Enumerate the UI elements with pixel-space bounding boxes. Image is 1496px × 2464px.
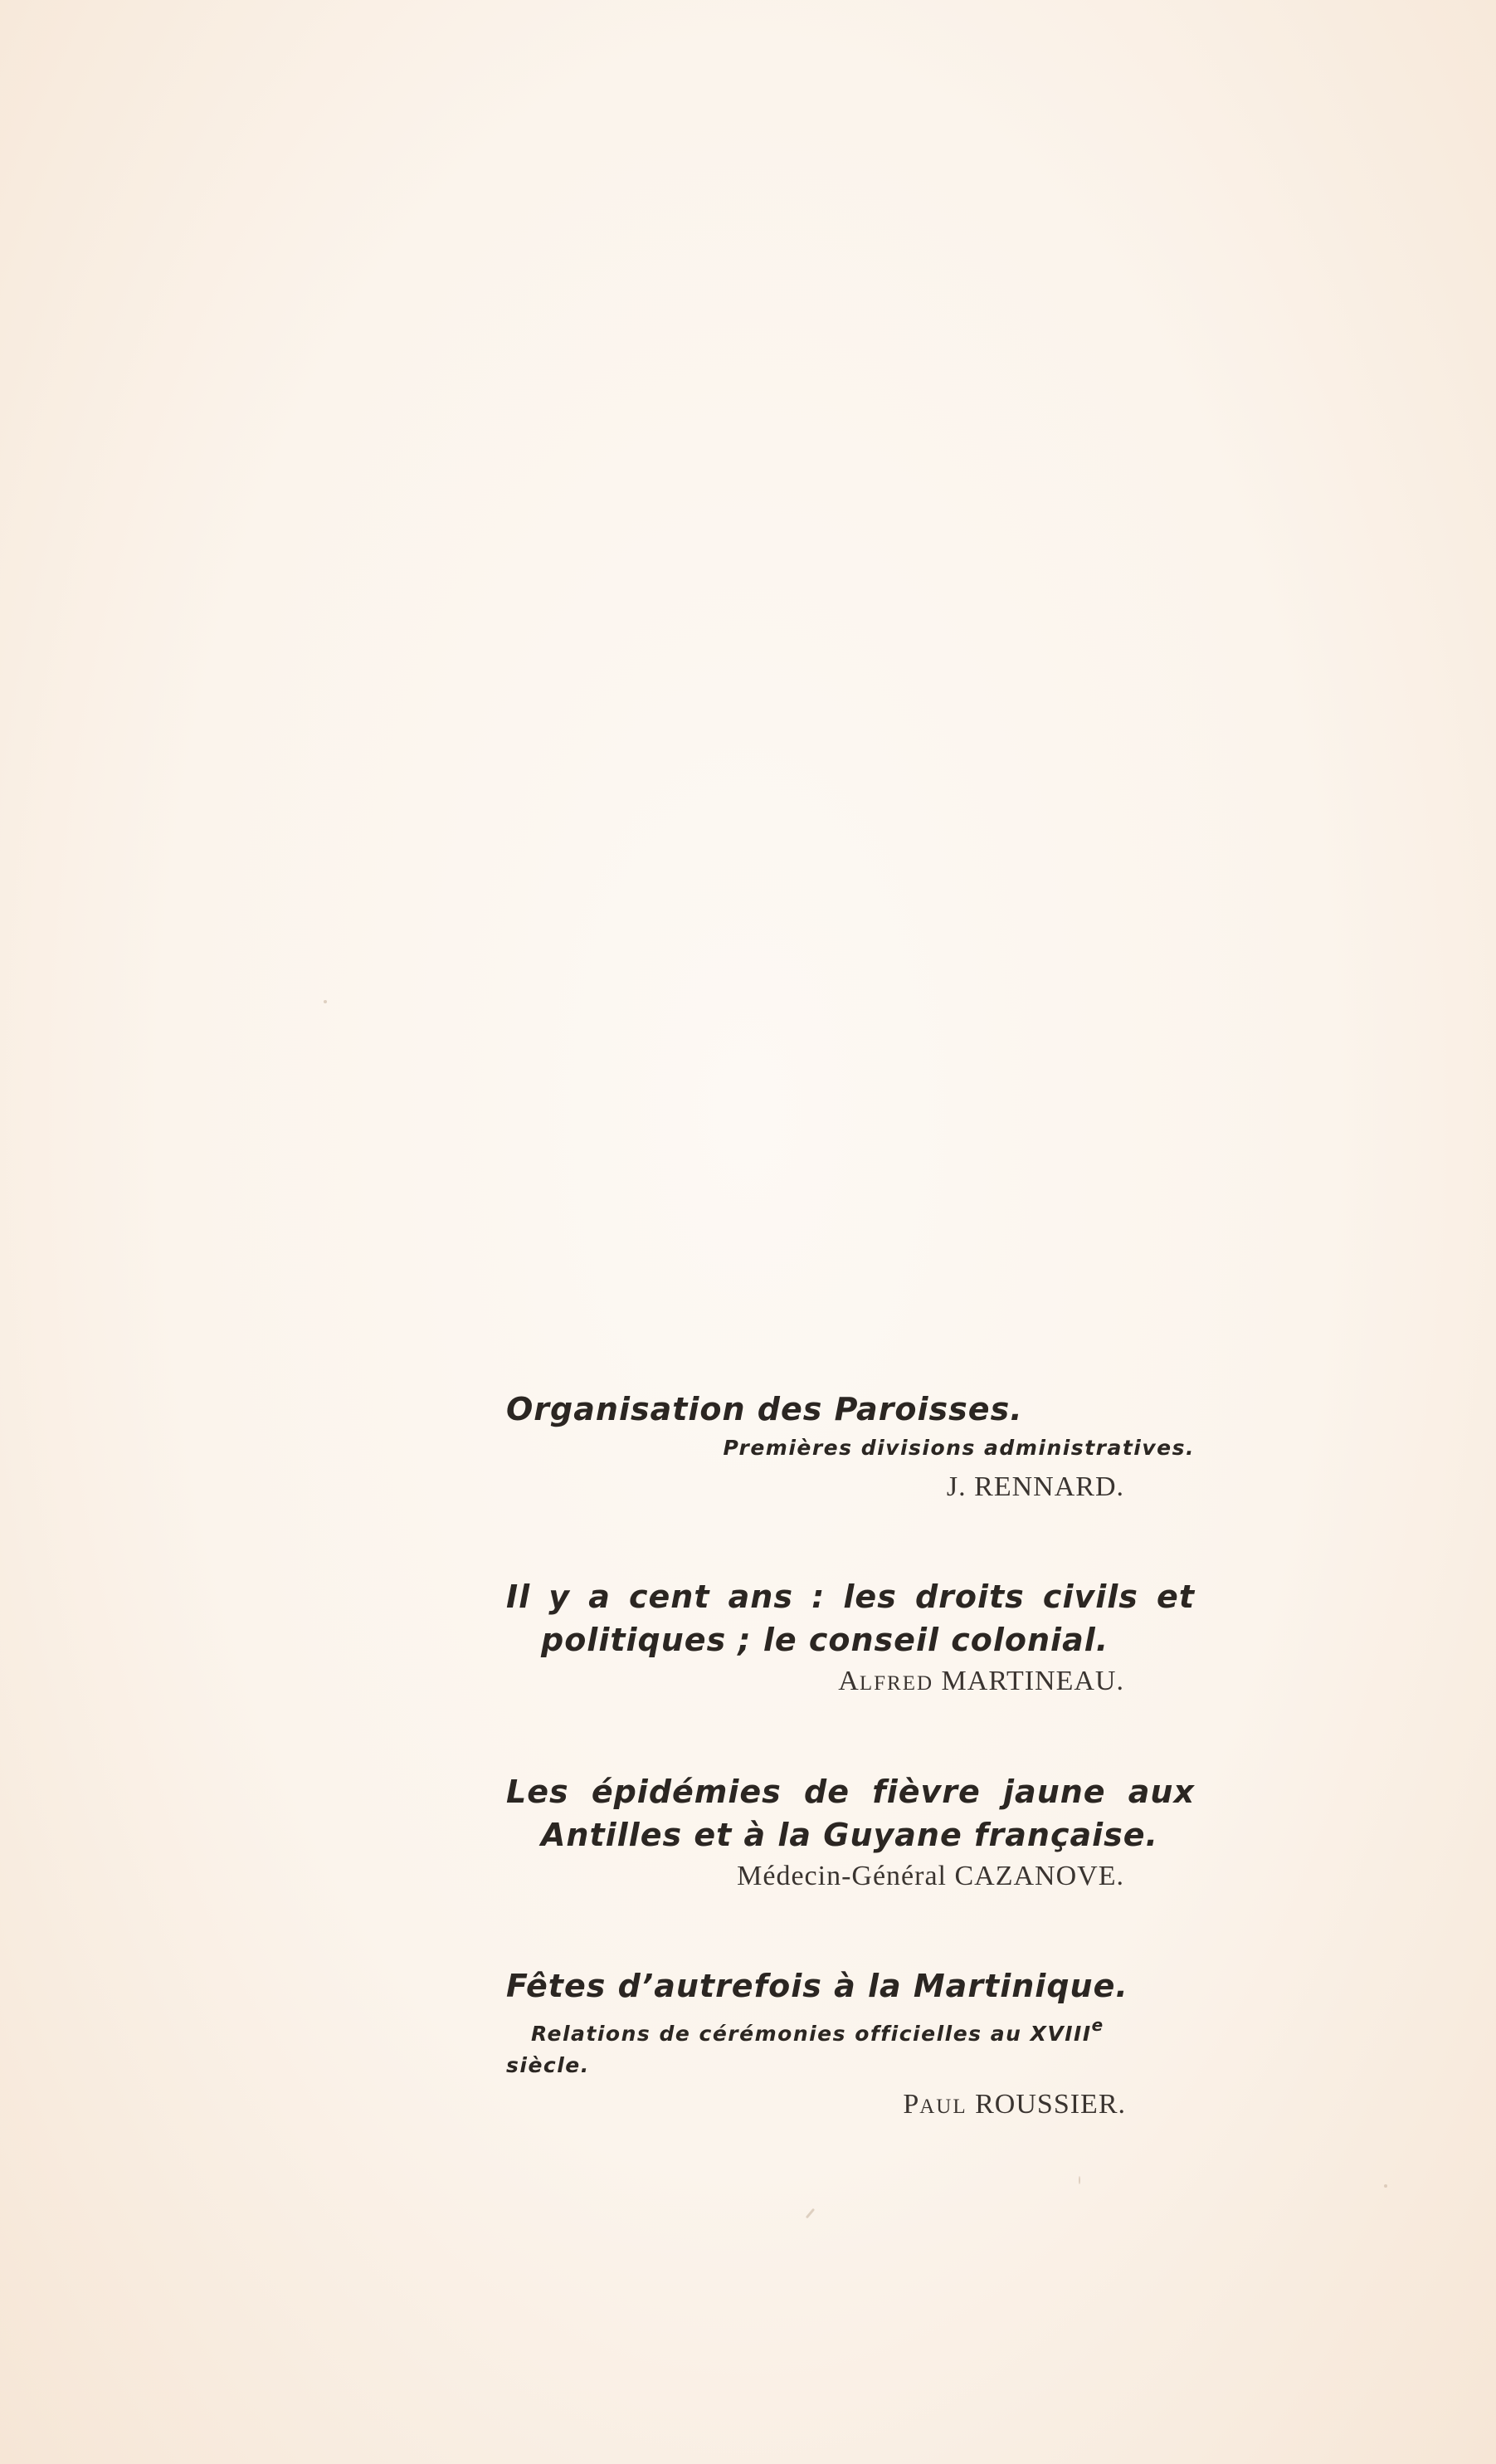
paper-speck — [806, 2208, 815, 2219]
paper-speck — [1079, 2176, 1080, 2184]
article-title: Les épidémies de fièvre jaune aux Antilles et à la Guyane française. — [506, 1774, 1195, 1853]
paper-speck — [324, 1000, 327, 1003]
article-entry-droits-civils — [506, 1575, 1195, 1704]
article-author: J. RENNARD. — [946, 1471, 1124, 1502]
article-entry-fetes — [506, 1964, 1195, 2127]
article-entry-epidemies — [506, 1770, 1195, 1896]
article-title: Il y a cent ans : les droits civils et politiques ; le conseil colonial. — [506, 1578, 1195, 1658]
article-author: PAUL ROUSSIER. — [903, 2089, 1126, 2120]
article-author: ALFRED MARTINEAU. — [838, 1666, 1124, 1696]
article-subtitle: Relations de cérémonies officielles au XVIIIe — [531, 2015, 1104, 2046]
article-title: Fêtes d’autrefois à la Martinique. — [506, 1968, 1128, 2004]
article-title: Organisation des Paroisses. — [506, 1391, 1023, 1427]
article-subtitle: Premières divisions administratives. — [723, 1436, 1195, 1460]
article-entry-organisation — [506, 1388, 1195, 1507]
paper-speck — [1384, 2184, 1387, 2188]
article-author: Médecin-Général CAZANOVE. — [737, 1861, 1124, 1891]
article-subtitle-continued: siècle. — [506, 2053, 590, 2077]
